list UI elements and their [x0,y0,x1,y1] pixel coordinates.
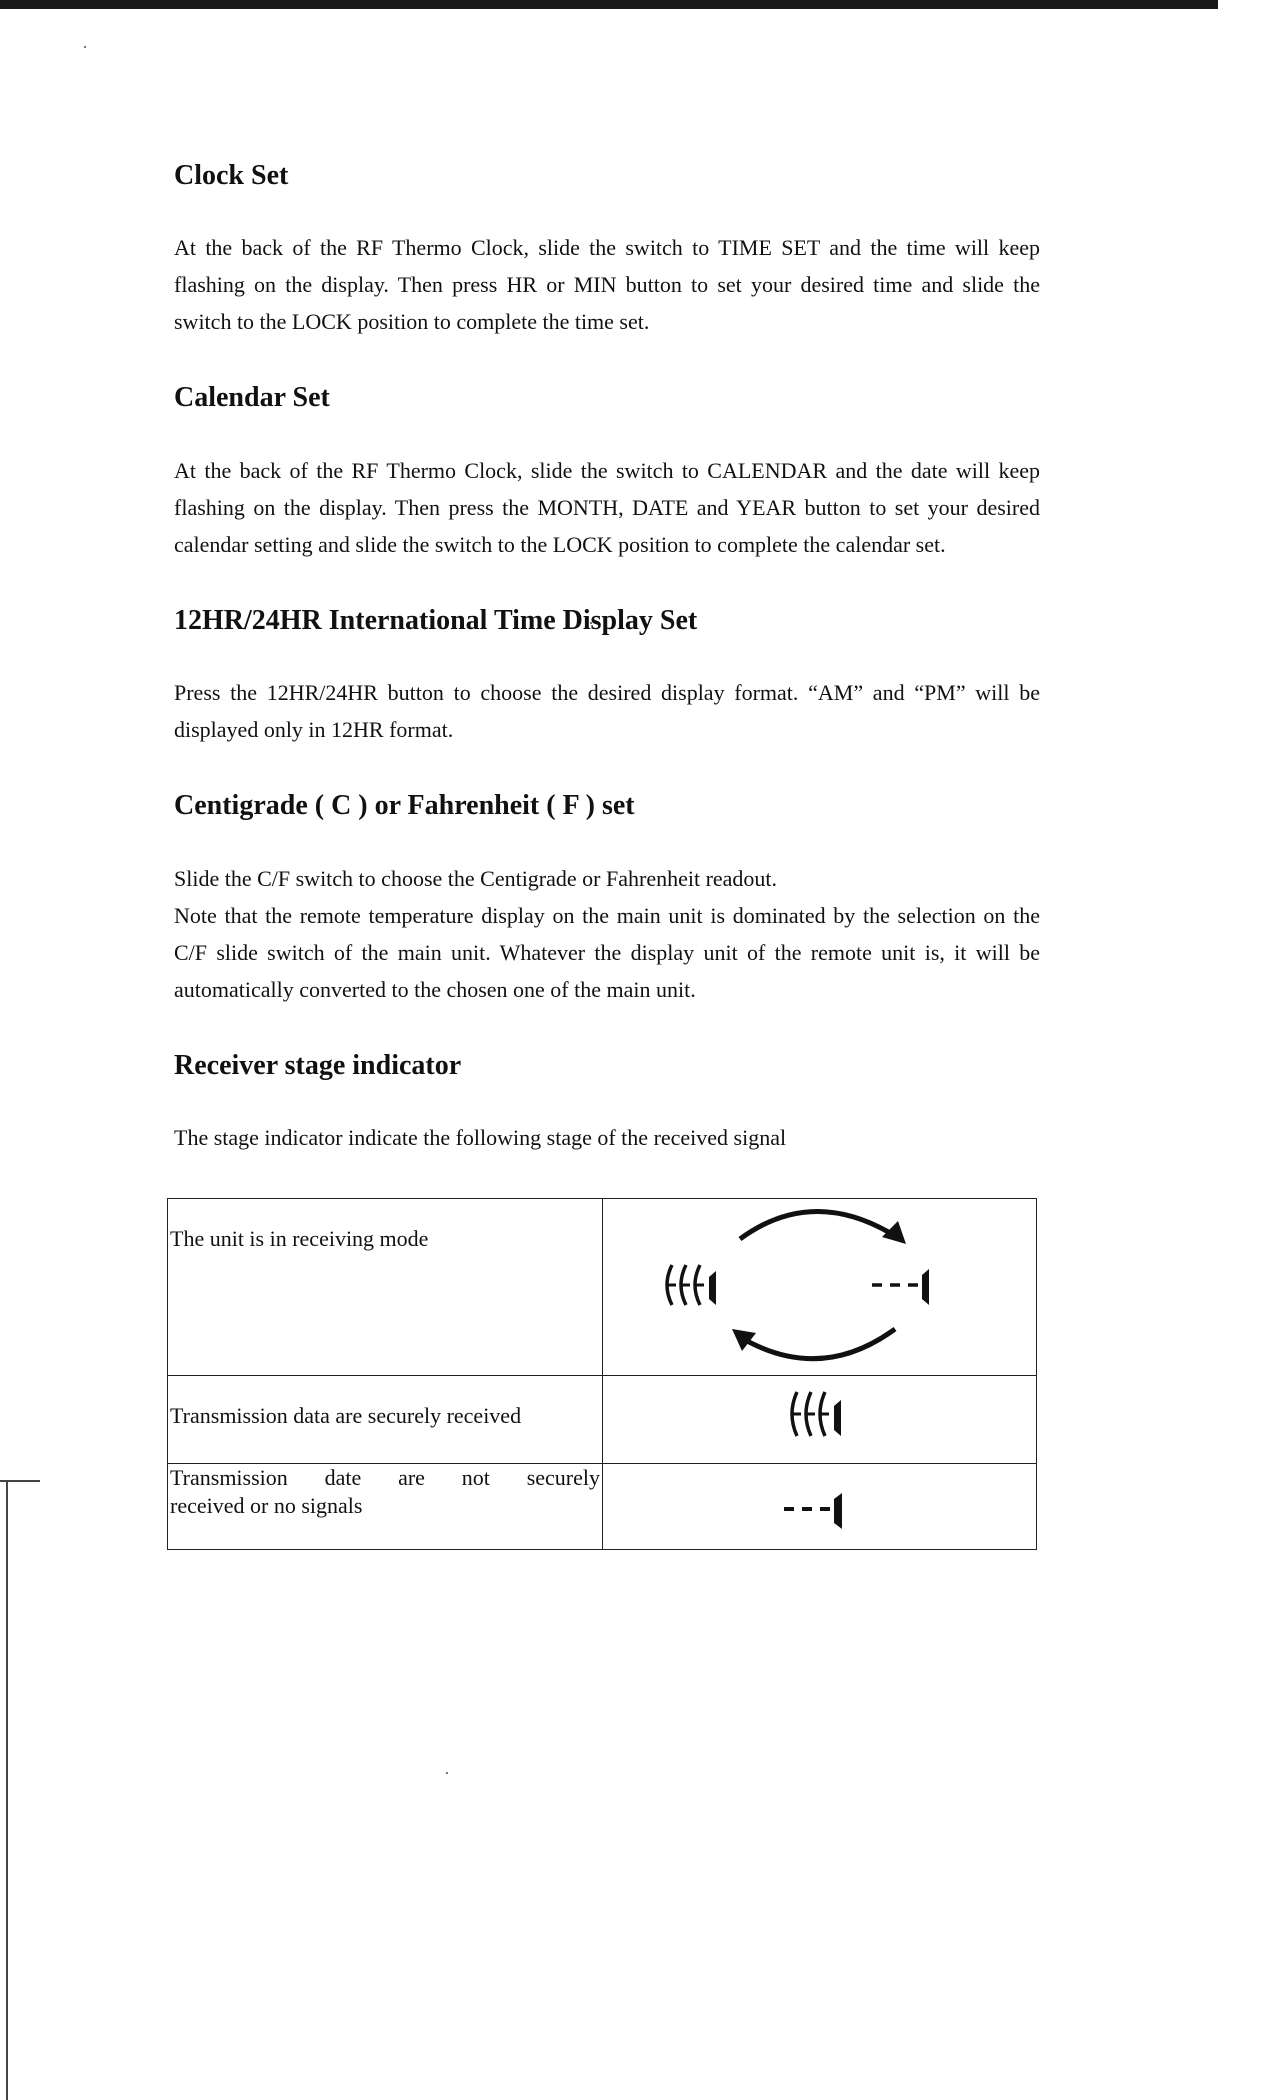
section-heading-temperature-unit: Centigrade ( C ) or Fahrenheit ( F ) set [174,790,635,822]
signal-strong-icon [785,1386,855,1446]
scan-speck [446,1772,448,1774]
section-paragraph: Press the 12HR/24HR button to choose the desired display format. “AM” and “PM” will be displayed only in 12HR format. [174,680,1040,743]
table-cell-label [168,1198,603,1375]
row-label: The unit is in receiving mode [170,1225,429,1251]
scan-edge-mark [0,1480,8,2100]
document-body [170,158,1040,1550]
top-rule [0,0,1218,9]
section-paragraph: Slide the C/F switch to choose the Centigrade or Fahrenheit readout. [174,865,778,891]
section-heading-receiver-stage: Receiver stage indicator [174,1049,462,1081]
table-cell-icon [603,1198,1037,1375]
row-label: Transmission data are securely received [170,1402,522,1428]
table-row [168,1198,1037,1375]
section-heading-calendar-set: Calendar Set [174,382,330,414]
section-paragraph: At the back of the RF Thermo Clock, slide the switch to TIME SET and the time will keep flashing on the display. Then press HR or MIN button to set your desired time and slide the switch to the LOCK position to complete the time set. [174,235,1040,335]
section-heading-time-display: 12HR/24HR International Time Display Set [174,604,698,636]
table-row [168,1375,1037,1463]
arrow-left-icon [740,1329,895,1359]
receiving-cycle-icon [610,1199,1030,1369]
table-cell-label [168,1375,603,1463]
receiver-stage-table [167,1198,1037,1550]
section-paragraph: Note that the remote temperature display on the main unit is dominated by the selection on the C/F slide switch of the main unit. Whatever the display unit of the remote unit is, it will be automatically converted to the chosen one of the main unit. [174,902,1040,1002]
arrow-right-icon [740,1211,900,1239]
section-paragraph: The stage indicator indicate the following stage of the received signal [174,1124,787,1150]
signal-none-icon [780,1473,860,1533]
scan-speck [84,46,86,48]
table-row [168,1463,1037,1549]
table-cell-label [168,1463,603,1549]
signal-strong-icon [667,1265,716,1305]
row-label-line: received or no signals [170,1492,363,1518]
signal-none-icon [872,1269,929,1305]
row-label-line: Transmission date are not securely [170,1464,600,1490]
section-heading-clock-set: Clock Set [174,160,289,191]
section-paragraph: At the back of the RF Thermo Clock, slide the switch to CALENDAR and the date will keep flashing on the display. Then press the MONTH, DATE and YEAR button to set your desired calendar setting and slide the switch to the LOCK position to complete the calendar set. [174,457,1040,557]
table-cell-icon [603,1375,1037,1463]
table-cell-icon [603,1463,1037,1549]
